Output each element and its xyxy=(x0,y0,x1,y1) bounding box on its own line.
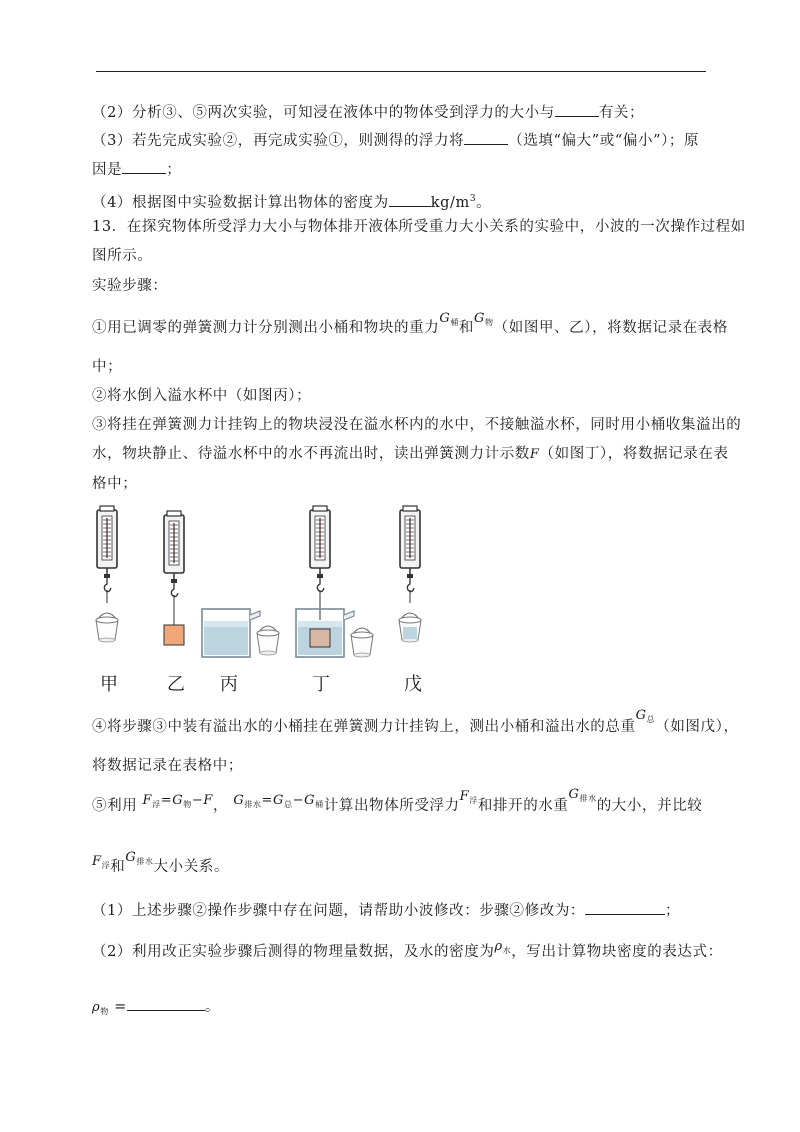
figure-jia xyxy=(96,506,118,642)
g-displaced-symbol: $G_{排水}$ xyxy=(568,787,597,803)
g-total-symbol: $G_总$ xyxy=(635,708,656,724)
answer-blank[interactable] xyxy=(555,102,599,117)
displaced-water-formula: $G_{排水}=G_总-G_桶$ xyxy=(233,793,324,809)
experiment-figure xyxy=(80,505,480,665)
step3-line2: 水，物块静止、待溢水杯中的水不再流出时，读出弹簧测力计示数F（如图丁），将数据记录在表 xyxy=(92,446,729,462)
answer-blank[interactable] xyxy=(464,130,508,145)
figure-bing xyxy=(202,609,279,657)
sub-question-2: （2）利用改正实验步骤后测得的物理量数据，及水的密度为$\rho_水$，写出计算物块密度的表达式： xyxy=(92,939,723,960)
answer-blank[interactable] xyxy=(585,900,665,915)
step1-line2: 中； xyxy=(92,359,123,375)
density-answer-line: $\rho_物$ = 。 xyxy=(92,996,220,1022)
q13-intro-line2: 图所示。 xyxy=(92,248,153,264)
step1-line1: ①用已调零的弹簧测力计分别测出小桶和物块的重力$G_桶$和$G_物$（如图甲、乙），将数据记录在表格 xyxy=(92,311,728,336)
figure-yi xyxy=(164,511,184,645)
rho-water-symbol: $\rho_水$ xyxy=(494,939,512,955)
answer-blank[interactable] xyxy=(122,159,166,174)
rho-object-symbol: $\rho_物$ xyxy=(92,1000,109,1016)
caption-bing: 丙 xyxy=(220,674,238,695)
q12-part3: （3）若先完成实验②，再完成实验①，则测得的浮力将 （选填“偏大”或“偏小”）；原 xyxy=(92,130,699,151)
step2: ②将水倒入溢水杯中（如图丙）； xyxy=(92,388,312,404)
g-bucket-symbol: $G_桶$ xyxy=(439,311,459,327)
step3-line3: 格中； xyxy=(92,476,138,492)
f-float-symbol: $F_浮$ xyxy=(92,854,111,870)
answer-blank[interactable] xyxy=(389,192,431,207)
f-float-symbol: $F_浮$ xyxy=(459,789,478,805)
q12-part4: （4）根据图中实验数据计算出物体的密度为 $kg/m^3$。 xyxy=(92,189,491,213)
buoyancy-formula: $F_浮=G_物-F$ xyxy=(142,793,213,809)
step5-line2: $F_浮$和$G_{排水}$大小关系。 xyxy=(92,850,230,875)
g-object-symbol: $G_物$ xyxy=(474,311,494,327)
q12-part3-reason: 因是 ； xyxy=(92,159,181,180)
caption-jia: 甲 xyxy=(100,674,118,695)
header-rule xyxy=(96,71,706,72)
caption-ding: 丁 xyxy=(312,674,330,695)
figure-wu xyxy=(399,506,421,642)
caption-yi: 乙 xyxy=(167,674,185,695)
q13-intro-line1: 13．在探究物体所受浮力大小与物体排开液体所受重力大小关系的实验中，小波的一次操作过程如 xyxy=(92,219,746,235)
step4-line2: 将数据记录在表格中； xyxy=(92,758,243,774)
sub-question-1: （1）上述步骤②操作步骤中存在问题，请帮助小波修改：步骤②修改为： ； xyxy=(92,900,680,921)
caption-wu: 戊 xyxy=(404,674,422,695)
g-displaced-symbol: $G_{排水}$ xyxy=(125,850,154,866)
step3-line1: ③将挂在弹簧测力计挂钩上的物块浸没在溢水杯内的水中，不接触溢水杯，同时用小桶收集溢出的 xyxy=(92,417,742,433)
steps-title: 实验步骤： xyxy=(92,278,168,294)
step4-line1: ④将步骤③中装有溢出水的小桶挂在弹簧测力计挂钩上，测出小桶和溢出水的总重$G_总$（如图戊）， xyxy=(92,708,739,735)
step5-line1: ⑤利用 $F_浮=G_物-F$， $G_{排水}=G_总-G_桶$计算出物体所受浮力$F_浮$和排开的水重$G_{排水}$的大小，并比较 xyxy=(92,787,703,814)
figure-ding xyxy=(296,506,373,657)
answer-blank[interactable] xyxy=(127,996,205,1011)
q12-part2: （2）分析③、⑤两次实验，可知浸在液体中的物体受到浮力的大小与 有关； xyxy=(92,102,644,123)
